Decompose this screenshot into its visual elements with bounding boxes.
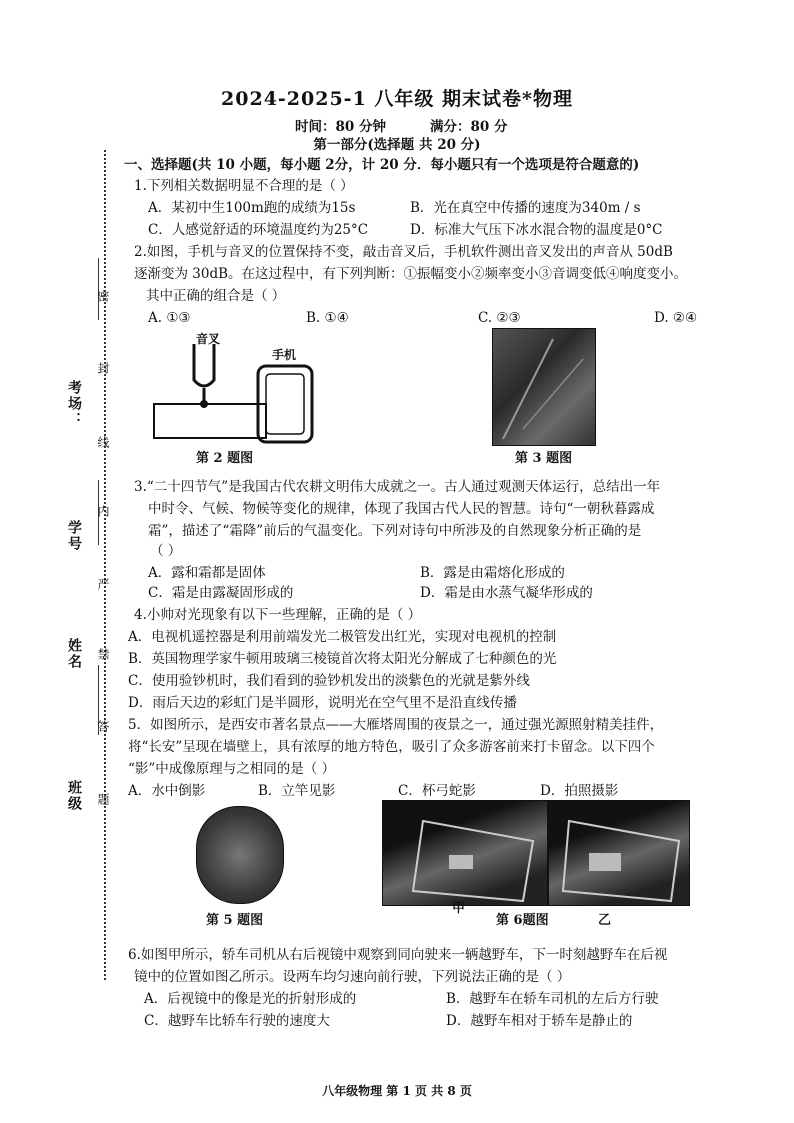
phone-label: 手机 (272, 348, 297, 362)
student-no-label: 学号 (66, 520, 82, 552)
seal-char: 封 (96, 362, 110, 374)
wooden-block (154, 404, 266, 438)
fork-label: 音叉 (196, 332, 221, 346)
q6-option-b: B．越野车在轿车司机的左后方行驶 (446, 991, 659, 1007)
q2-option-d: D. ②④ (654, 310, 698, 326)
changan-projection-photo (196, 806, 284, 904)
q1-option-d: D．标准大气压下冰水混合物的温度是0°C (410, 222, 663, 238)
exam-room-underline (98, 258, 99, 320)
q2-line2: 逐渐变为 30dB。在这过程中，有下列判断：①振幅变小②频率变小③音调变低④响度变小。 (134, 266, 688, 282)
q5-option-a: A．水中倒影 (128, 783, 206, 799)
exam-score: 满分：80 分 (430, 119, 508, 135)
tuning-fork-icon (194, 344, 214, 386)
seal-char: 答 (96, 720, 110, 732)
seal-char: 内 (96, 505, 110, 517)
exam-time: 时间：80 分钟 (295, 119, 386, 135)
q6-option-d: D．越野车相对于轿车是静止的 (446, 1013, 633, 1029)
q1-option-a: A．某初中生100m跑的成绩为15s (148, 200, 356, 216)
q2-line3: 其中正确的组合是（ ） (146, 288, 286, 304)
exam-title: 2024-2025-1 八年级 期末试卷*物理 (221, 88, 573, 110)
part-heading: 第一部分(选择题 共 20 分) (313, 137, 481, 153)
q5-option-d: D．拍照摄影 (540, 783, 619, 799)
mirror-photo-jia (382, 800, 548, 906)
frost-photo (492, 328, 596, 446)
mirror-photo-yi (548, 800, 690, 906)
seal-char: 密 (96, 290, 110, 302)
class-label: 班级 (66, 780, 82, 812)
fig6-jia-label: 甲 (452, 901, 466, 916)
q4-option-c: C．使用验钞机时，我们看到的验钞机发出的淡紫色的光就是紫外线 (128, 673, 530, 689)
seal-char: 禁 (96, 648, 110, 660)
name-label: 姓名 (66, 638, 82, 670)
fig2-caption: 第 2 题图 (196, 451, 254, 466)
q4-option-b: B．英国物理学家牛顿用玻璃三棱镜首次将太阳光分解成了七种颜色的光 (128, 651, 557, 667)
q6-option-a: A．后视镜中的像是光的折射形成的 (144, 991, 357, 1007)
q1-option-b: B．光在真空中传播的速度为340m / s (410, 200, 641, 216)
q2-figure (150, 332, 330, 444)
q3-line2: 中时令、气候、物候等变化的规律，体现了我国古代人民的智慧。诗句“一朝秋暮露成 (148, 501, 655, 517)
q6-option-c: C．越野车比轿车行驶的速度大 (144, 1013, 330, 1029)
q2-line1: 2.如图，手机与音叉的位置保持不变，敲击音叉后，手机软件测出音叉发出的声音从 50dB (134, 244, 673, 260)
q4-option-d: D．雨后天边的彩虹门是半圆形，说明光在空气里不是沿直线传播 (128, 695, 517, 711)
q5-option-c: C．杯弓蛇影 (398, 783, 476, 799)
fig3-caption: 第 3 题图 (515, 451, 573, 466)
q3-line1: 3.“二十四节气”是我国古代农耕文明伟大成就之一。古人通过观测天体运行，总结出一年 (134, 479, 661, 495)
q5-line2: 将“长安”呈现在墙壁上，具有浓厚的地方特色，吸引了众多游客前来打卡留念。以下四个 (128, 739, 655, 755)
q1-stem: 1.下列相关数据明显不合理的是（ ） (134, 178, 354, 194)
q2-option-c: C. ②③ (478, 310, 521, 326)
section-heading: 一、选择题(共 10 小题，每小题 2分，计 20 分．每小题只有一个选项是符合题意的) (124, 157, 640, 173)
q3-option-a: A．露和霜都是固体 (148, 565, 266, 581)
exam-room-label: 考场： (66, 380, 82, 428)
q3-line4: （ ） (150, 543, 182, 559)
q2-option-b: B. ①④ (306, 310, 349, 326)
q6-line1: 6.如图甲所示，轿车司机从右后视镜中观察到同向驶来一辆越野车，下一时刻越野车在后视 (128, 947, 668, 963)
binding-dotted-line (104, 150, 106, 980)
q2-option-a: A. ①③ (148, 310, 191, 326)
q3-option-c: C．霜是由露凝固形成的 (148, 585, 294, 601)
fig5-caption: 第 5 题图 (206, 913, 264, 928)
q5-line3: “影”中成像原理与之相同的是（ ） (128, 761, 336, 777)
q3-option-d: D．霜是由水蒸气凝华形成的 (420, 585, 593, 601)
q5-line1: 5．如图所示，是西安市著名景点——大雁塔周围的夜景之一，通过强光源照射精美挂件， (128, 717, 664, 733)
q4-option-a: A．电视机遥控器是利用前端发光二极管发出红光，实现对电视机的控制 (128, 629, 557, 645)
q4-stem: 4.小帅对光现象有以下一些理解，正确的是（ ） (134, 607, 422, 623)
seal-char: 严 (96, 578, 110, 590)
fig6-caption: 第 6题图 (496, 913, 549, 928)
q3-line3: 霜”，描述了“霜降”前后的气温变化。下列对诗句中所涉及的自然现象分析正确的是 (148, 523, 642, 539)
page-footer: 八年级物理 第 1 页 共 8 页 (322, 1084, 472, 1098)
fig6-yi-label: 乙 (598, 913, 612, 928)
q6-line2: 镜中的位置如图乙所示。设两车均匀速向前行驶，下列说法正确的是（ ） (134, 969, 571, 985)
seal-char: 线 (96, 436, 110, 448)
q3-option-b: B．露是由霜熔化形成的 (420, 565, 565, 581)
q1-option-c: C．人感觉舒适的环境温度约为25°C (148, 222, 369, 238)
q5-option-b: B．立竿见影 (258, 783, 336, 799)
seal-char: 题 (96, 793, 110, 805)
